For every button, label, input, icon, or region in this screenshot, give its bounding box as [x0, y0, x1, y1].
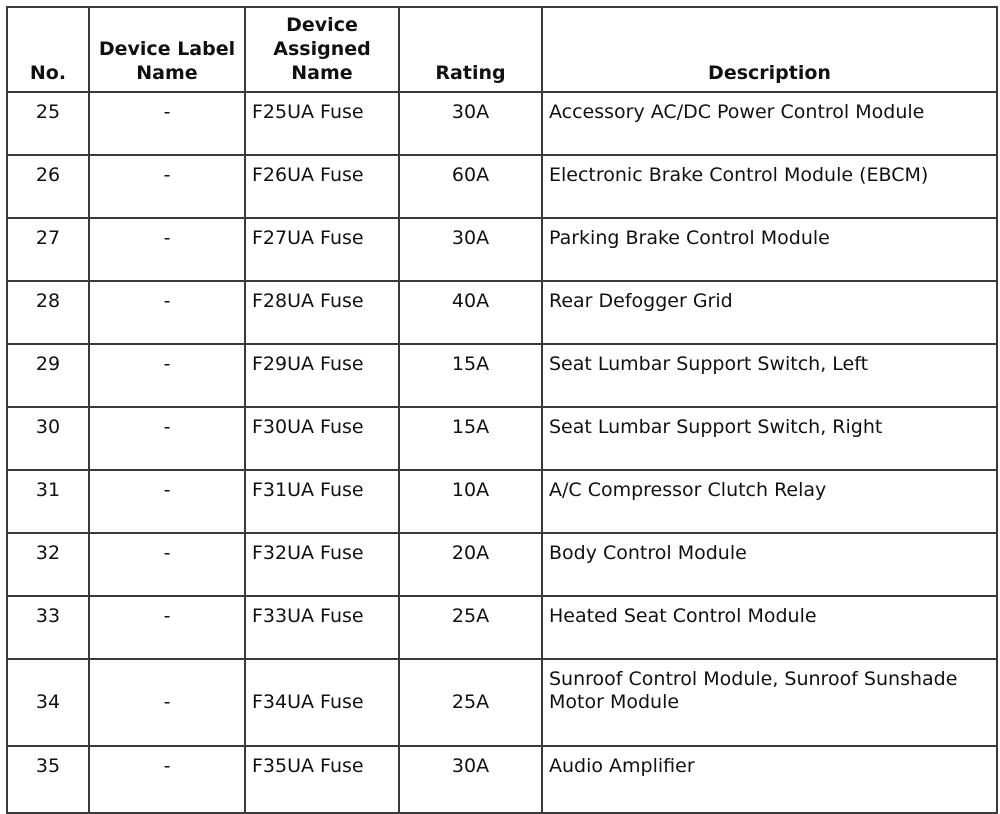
cell-label: - [89, 659, 245, 746]
cell-label: - [89, 92, 245, 155]
cell-description: Parking Brake Control Module [542, 218, 997, 281]
cell-label: - [89, 407, 245, 470]
table-header [7, 7, 997, 92]
table-body [7, 92, 997, 813]
cell-assigned: F31UA Fuse [245, 470, 399, 533]
cell-label: - [89, 746, 245, 813]
cell-label: - [89, 533, 245, 596]
header-rating: Rating [399, 7, 542, 92]
cell-rating: 15A [399, 407, 542, 470]
cell-no: 25 [7, 92, 89, 155]
table-row [7, 92, 997, 155]
table-row [7, 155, 997, 218]
cell-rating: 30A [399, 746, 542, 813]
cell-rating: 60A [399, 155, 542, 218]
cell-assigned: F35UA Fuse [245, 746, 399, 813]
cell-assigned: F25UA Fuse [245, 92, 399, 155]
header-device-label-name: Device Label Name [89, 7, 245, 92]
cell-no: 35 [7, 746, 89, 813]
header-device-assigned-name: Device Assigned Name [245, 7, 399, 92]
cell-no: 32 [7, 533, 89, 596]
table-row [7, 596, 997, 659]
cell-no: 30 [7, 407, 89, 470]
cell-assigned: F32UA Fuse [245, 533, 399, 596]
cell-rating: 40A [399, 281, 542, 344]
table-row [7, 281, 997, 344]
cell-label: - [89, 218, 245, 281]
table-row [7, 407, 997, 470]
cell-assigned: F27UA Fuse [245, 218, 399, 281]
cell-no: 33 [7, 596, 89, 659]
header-row [7, 7, 997, 92]
table-row [7, 470, 997, 533]
cell-assigned: F29UA Fuse [245, 344, 399, 407]
fuse-table [6, 6, 998, 814]
table-row [7, 218, 997, 281]
cell-no: 34 [7, 659, 89, 746]
cell-assigned: F30UA Fuse [245, 407, 399, 470]
cell-description: Seat Lumbar Support Switch, Left [542, 344, 997, 407]
cell-description: Heated Seat Control Module [542, 596, 997, 659]
cell-no: 28 [7, 281, 89, 344]
cell-description: Accessory AC/DC Power Control Module [542, 92, 997, 155]
cell-assigned: F28UA Fuse [245, 281, 399, 344]
header-no: No. [7, 7, 89, 92]
cell-description: Body Control Module [542, 533, 997, 596]
cell-rating: 10A [399, 470, 542, 533]
cell-rating: 20A [399, 533, 542, 596]
table-row [7, 533, 997, 596]
table-row [7, 344, 997, 407]
cell-rating: 30A [399, 218, 542, 281]
cell-assigned: F26UA Fuse [245, 155, 399, 218]
cell-description: Rear Defogger Grid [542, 281, 997, 344]
cell-no: 31 [7, 470, 89, 533]
cell-label: - [89, 281, 245, 344]
cell-no: 26 [7, 155, 89, 218]
cell-rating: 25A [399, 659, 542, 746]
header-description: Description [542, 7, 997, 92]
cell-description: A/C Compressor Clutch Relay [542, 470, 997, 533]
cell-rating: 30A [399, 92, 542, 155]
cell-rating: 25A [399, 596, 542, 659]
cell-label: - [89, 470, 245, 533]
cell-no: 27 [7, 218, 89, 281]
cell-description: Electronic Brake Control Module (EBCM) [542, 155, 997, 218]
cell-description: Sunroof Control Module, Sunroof Sunshade Motor Module [542, 659, 997, 746]
table-row [7, 746, 997, 813]
cell-no: 29 [7, 344, 89, 407]
cell-description: Audio Amplifier [542, 746, 997, 813]
cell-label: - [89, 155, 245, 218]
cell-rating: 15A [399, 344, 542, 407]
cell-description: Seat Lumbar Support Switch, Right [542, 407, 997, 470]
cell-assigned: F34UA Fuse [245, 659, 399, 746]
cell-label: - [89, 596, 245, 659]
table-row [7, 659, 997, 746]
cell-assigned: F33UA Fuse [245, 596, 399, 659]
cell-label: - [89, 344, 245, 407]
